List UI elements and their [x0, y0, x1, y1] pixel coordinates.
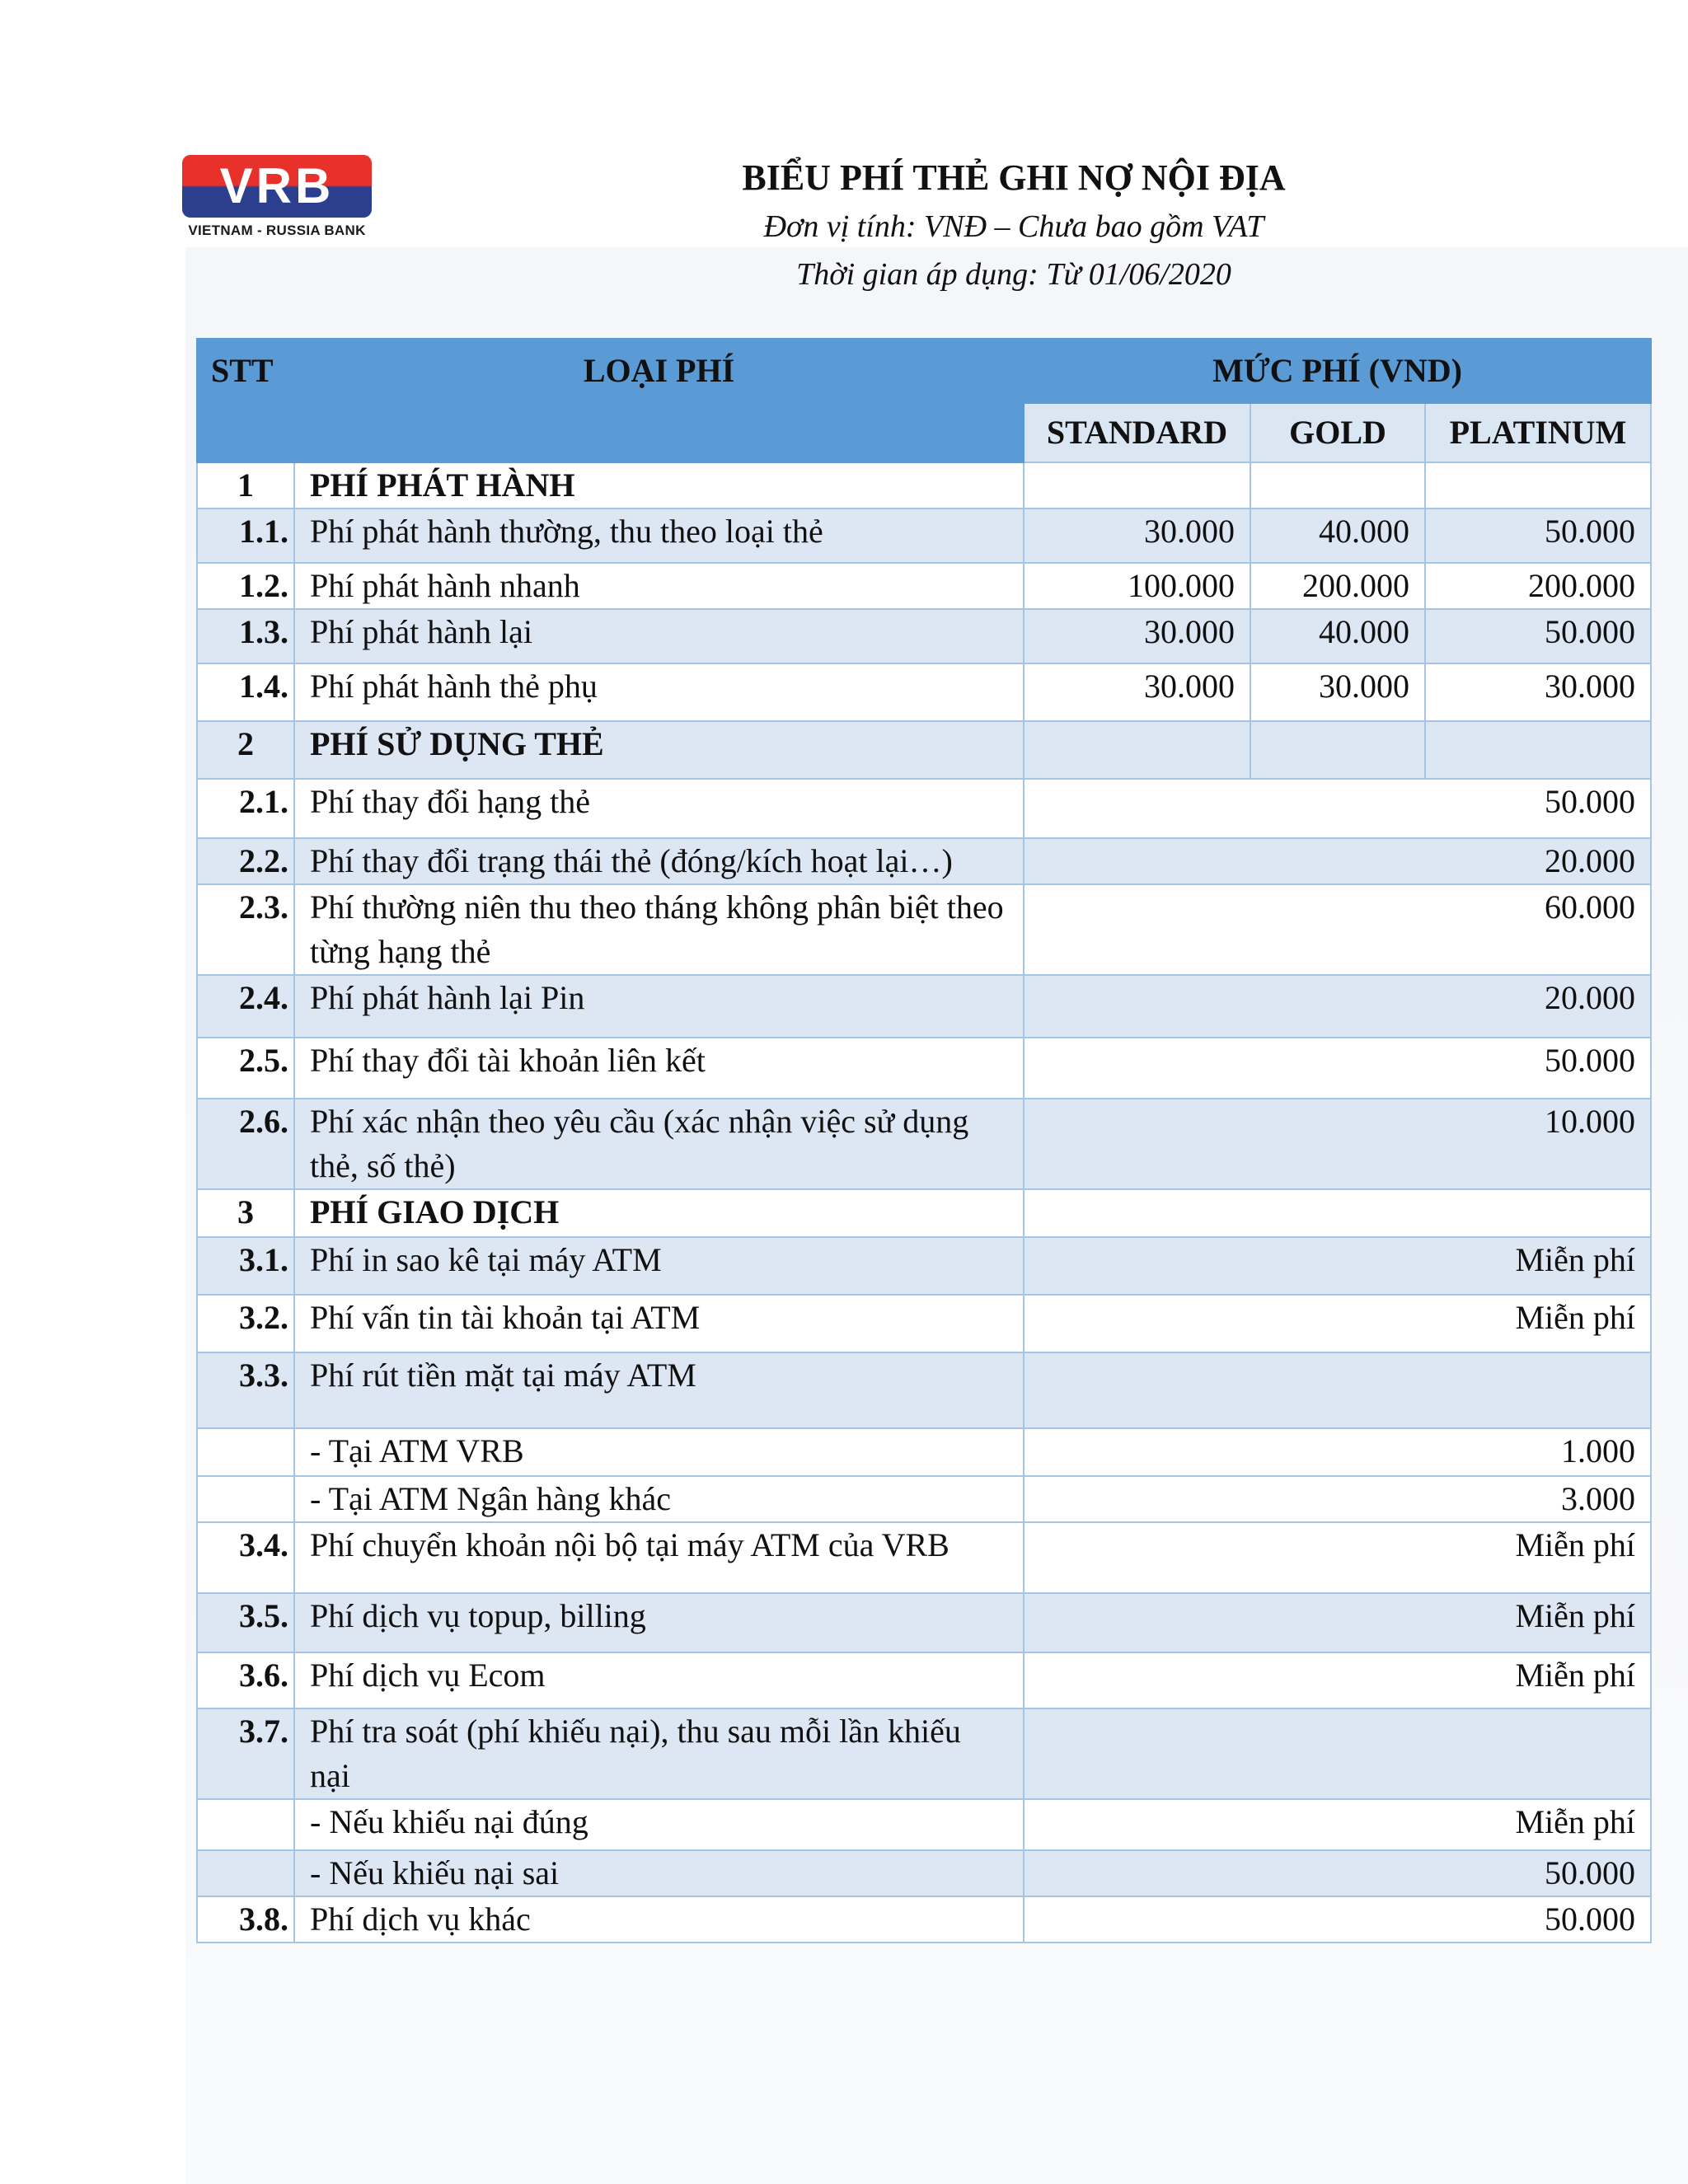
row-stt [197, 1799, 294, 1850]
gold-fee [1250, 462, 1425, 509]
gold-fee: 40.000 [1250, 509, 1425, 563]
standard-fee: 30.000 [1024, 609, 1250, 663]
standard-fee [1024, 721, 1250, 779]
header-standard: STANDARD [1024, 403, 1250, 462]
fee-value: 60.000 [1024, 884, 1651, 975]
gold-fee: 40.000 [1250, 609, 1425, 663]
table-row [197, 1593, 1651, 1652]
table-row [197, 721, 1651, 779]
fee-name: Phí in sao kê tại máy ATM [294, 1237, 1024, 1295]
row-stt: 1.1. [197, 509, 294, 563]
header-stt-spacer [197, 403, 294, 462]
table-row [197, 1428, 1651, 1476]
row-stt: 3.3. [197, 1352, 294, 1428]
fee-name: Phí rút tiền mặt tại máy ATM [294, 1352, 1024, 1428]
table-row [197, 1476, 1651, 1522]
unit-note: Đơn vị tính: VNĐ – Chưa bao gồm VAT [763, 209, 1264, 244]
row-stt [197, 1476, 294, 1522]
fee-name: Phí dịch vụ khác [294, 1896, 1024, 1943]
fee-name: - Tại ATM VRB [294, 1428, 1024, 1476]
fee-name: Phí phát hành nhanh [294, 563, 1024, 609]
section-title: PHÍ GIAO DỊCH [294, 1189, 1024, 1237]
table-row [197, 1850, 1651, 1896]
header-fee-type: LOẠI PHÍ [294, 339, 1024, 403]
table-row [197, 1896, 1651, 1943]
fee-name: Phí phát hành thường, thu theo loại thẻ [294, 509, 1024, 563]
table-row [197, 1295, 1651, 1352]
fee-name: Phí phát hành lại Pin [294, 975, 1024, 1038]
row-stt [197, 1850, 294, 1896]
fee-name: - Nếu khiếu nại đúng [294, 1799, 1024, 1850]
platinum-fee [1425, 721, 1651, 779]
fee-table [196, 338, 1652, 1943]
title-block [643, 153, 1385, 298]
row-stt: 1 [197, 462, 294, 509]
fee-value [1024, 1708, 1651, 1799]
gold-fee [1250, 721, 1425, 779]
fee-value: Miễn phí [1024, 1652, 1651, 1708]
fee-name: Phí dịch vụ topup, billing [294, 1593, 1024, 1652]
table-row [197, 609, 1651, 663]
table-row [197, 884, 1651, 975]
header-platinum: PLATINUM [1425, 403, 1651, 462]
section-title: PHÍ PHÁT HÀNH [294, 462, 1024, 509]
fee-name: Phí thay đổi trạng thái thẻ (đóng/kích hoạt lại…) [294, 838, 1024, 884]
section-title: PHÍ SỬ DỤNG THẺ [294, 721, 1024, 779]
fee-value: Miễn phí [1024, 1237, 1651, 1295]
standard-fee: 30.000 [1024, 509, 1250, 563]
fee-value: 3.000 [1024, 1476, 1651, 1522]
header-gold: GOLD [1250, 403, 1425, 462]
platinum-fee: 50.000 [1425, 609, 1651, 663]
platinum-fee: 50.000 [1425, 509, 1651, 563]
platinum-fee: 200.000 [1425, 563, 1651, 609]
table-row [197, 462, 1651, 509]
fee-name: Phí tra soát (phí khiếu nại), thu sau mỗi lần khiếu nại [294, 1708, 1024, 1799]
table-row [197, 1038, 1651, 1099]
table-header [197, 339, 1651, 462]
fee-name: Phí thay đổi hạng thẻ [294, 779, 1024, 838]
fee-value [1024, 1189, 1651, 1237]
fee-value: Miễn phí [1024, 1522, 1651, 1593]
logo-brand: VRB [219, 158, 335, 213]
fee-value: 50.000 [1024, 1038, 1651, 1099]
platinum-fee: 30.000 [1425, 663, 1651, 721]
header-stt: STT [197, 339, 294, 403]
table-row [197, 663, 1651, 721]
table-body [197, 462, 1651, 1943]
fee-value: 50.000 [1024, 1850, 1651, 1896]
fee-value: Miễn phí [1024, 1295, 1651, 1352]
row-stt: 3.6. [197, 1652, 294, 1708]
fee-name: Phí phát hành thẻ phụ [294, 663, 1024, 721]
row-stt: 1.2. [197, 563, 294, 609]
row-stt: 3.8. [197, 1896, 294, 1943]
table-row [197, 1652, 1651, 1708]
row-stt: 3 [197, 1189, 294, 1237]
platinum-fee [1425, 462, 1651, 509]
table-row [197, 563, 1651, 609]
fee-value: 50.000 [1024, 779, 1651, 838]
table-row [197, 1352, 1651, 1428]
row-stt: 1.4. [197, 663, 294, 721]
row-stt: 2.5. [197, 1038, 294, 1099]
row-stt [197, 1428, 294, 1476]
fee-name: Phí thay đổi tài khoản liên kết [294, 1038, 1024, 1099]
fee-value: 50.000 [1024, 1896, 1651, 1943]
standard-fee: 30.000 [1024, 663, 1250, 721]
table-row [197, 1708, 1651, 1799]
fee-value: 20.000 [1024, 838, 1651, 884]
row-stt: 2.6. [197, 1099, 294, 1189]
row-stt: 3.5. [197, 1593, 294, 1652]
table-row [197, 1237, 1651, 1295]
fee-name: Phí thường niên thu theo tháng không phân biệt theo từng hạng thẻ [294, 884, 1024, 975]
fee-value: 1.000 [1024, 1428, 1651, 1476]
row-stt: 3.1. [197, 1237, 294, 1295]
fee-name: Phí dịch vụ Ecom [294, 1652, 1024, 1708]
row-stt: 3.4. [197, 1522, 294, 1593]
table-row [197, 779, 1651, 838]
effective-date: Thời gian áp dụng: Từ 01/06/2020 [796, 257, 1231, 292]
row-stt: 3.7. [197, 1708, 294, 1799]
table-row [197, 1799, 1651, 1850]
fee-name: Phí phát hành lại [294, 609, 1024, 663]
standard-fee [1024, 462, 1250, 509]
logo-badge [182, 155, 372, 218]
page-title: BIỂU PHÍ THẺ GHI NỢ NỘI ĐỊA [742, 157, 1286, 198]
logo-tagline: VIETNAM - RUSSIA BANK [188, 223, 366, 238]
fee-value [1024, 1352, 1651, 1428]
row-stt: 2.3. [197, 884, 294, 975]
row-stt: 3.2. [197, 1295, 294, 1352]
fee-name: Phí chuyển khoản nội bộ tại máy ATM của VRB [294, 1522, 1024, 1593]
fee-name: Phí vấn tin tài khoản tại ATM [294, 1295, 1024, 1352]
fee-value: Miễn phí [1024, 1593, 1651, 1652]
row-stt: 1.3. [197, 609, 294, 663]
fee-value: Miễn phí [1024, 1799, 1651, 1850]
table-row [197, 838, 1651, 884]
table-row [197, 1099, 1651, 1189]
row-stt: 2.4. [197, 975, 294, 1038]
standard-fee: 100.000 [1024, 563, 1250, 609]
gold-fee: 200.000 [1250, 563, 1425, 609]
table-row [197, 1189, 1651, 1237]
table-row [197, 509, 1651, 563]
fee-value: 20.000 [1024, 975, 1651, 1038]
header-fee-type-spacer [294, 403, 1024, 462]
fee-value: 10.000 [1024, 1099, 1651, 1189]
row-stt: 2.2. [197, 838, 294, 884]
vrb-logo [182, 155, 372, 241]
row-stt: 2 [197, 721, 294, 779]
gold-fee: 30.000 [1250, 663, 1425, 721]
fee-name: - Nếu khiếu nại sai [294, 1850, 1024, 1896]
fee-name: Phí xác nhận theo yêu cầu (xác nhận việc sử dụng thẻ, số thẻ) [294, 1099, 1024, 1189]
table-row [197, 975, 1651, 1038]
fee-name: - Tại ATM Ngân hàng khác [294, 1476, 1024, 1522]
header-fee-level: MỨC PHÍ (VND) [1024, 339, 1651, 403]
row-stt: 2.1. [197, 779, 294, 838]
table-row [197, 1522, 1651, 1593]
